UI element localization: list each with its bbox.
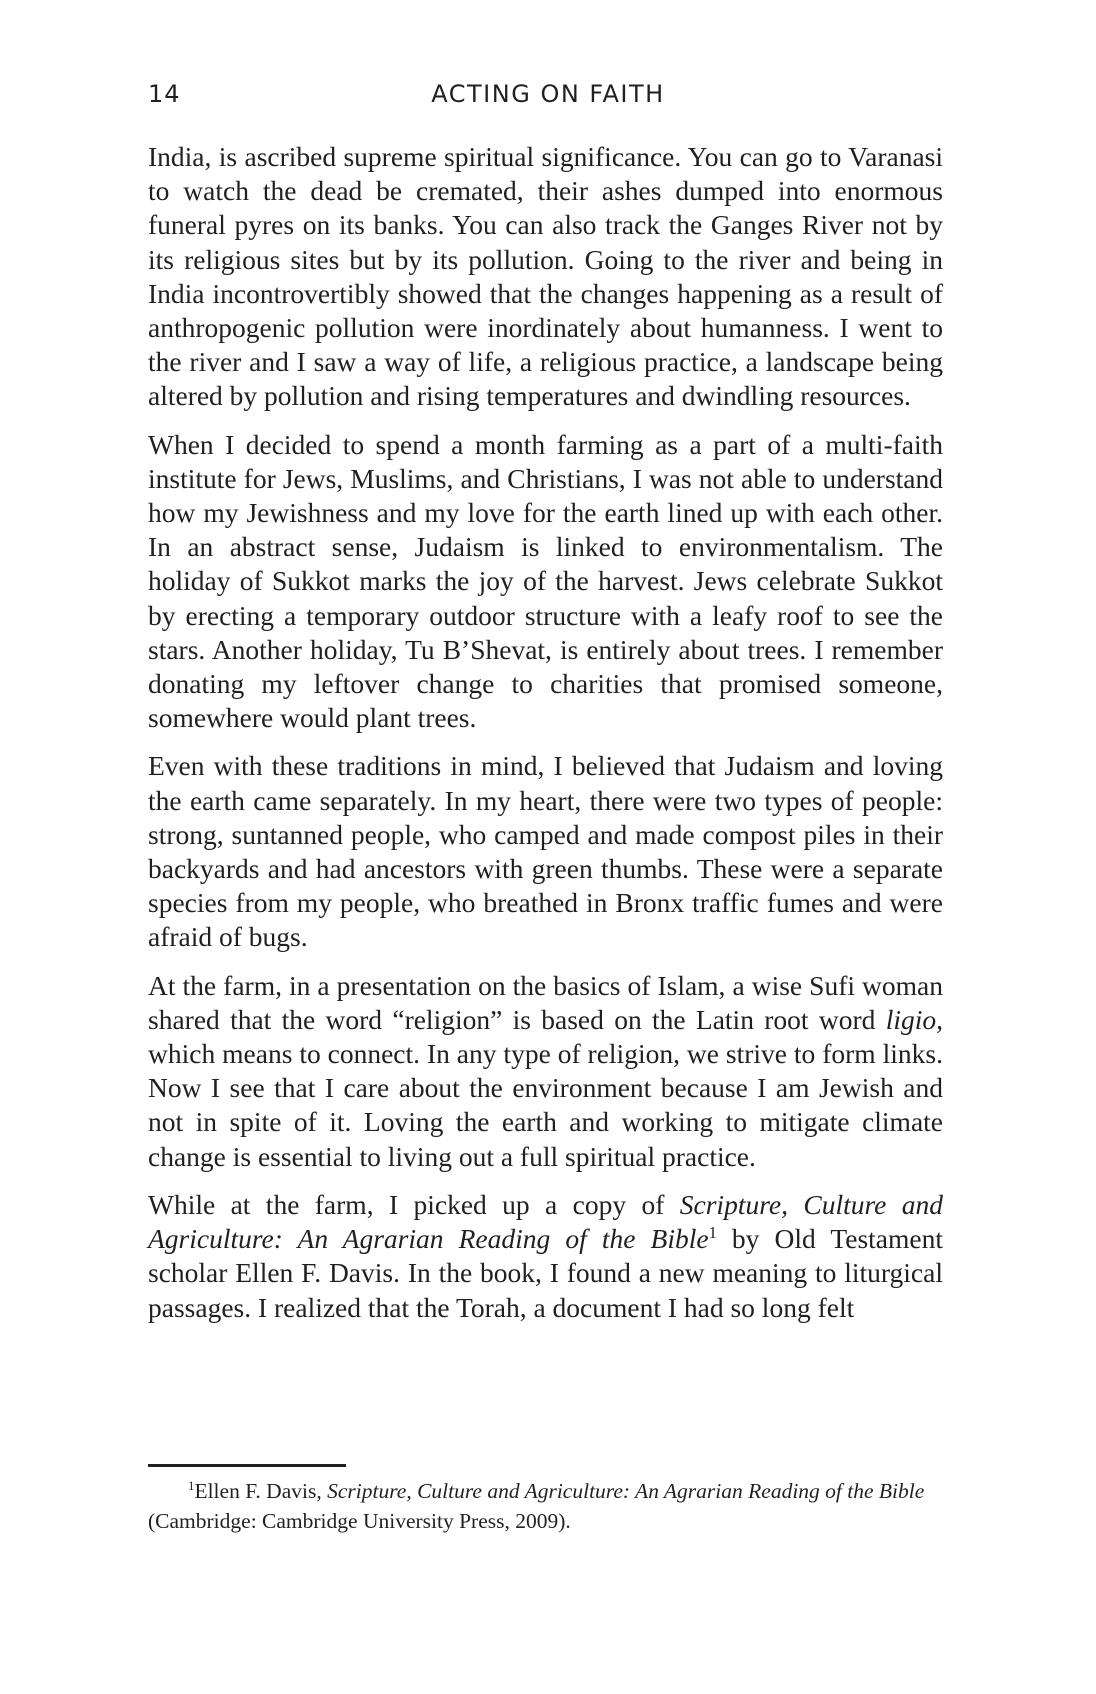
- paragraph-4-text-a: At the farm, in a presentation on the basics of Islam, a wise Sufi woman shared that the word “religion” is based on the Latin root word: [148, 969, 943, 1035]
- paragraph-5-text-b: by Old Testament scholar Ellen F. Davis. In the book, I found a new meaning to liturgical passages. I realized that the Torah, a document I had so long felt: [148, 1223, 943, 1323]
- paragraph-5: [148, 1188, 943, 1325]
- body-text: [148, 140, 943, 1339]
- paragraph-4-text-b: which means to connect. In any type of religion, we strive to form links. Now I see that I care about the environment because I am Jewish and not in spite of it. Loving the earth and working to mitigate climate change is essential to living out a full spiritual practice.: [148, 1038, 943, 1172]
- footnote-reference[interactable]: 1: [708, 1222, 717, 1242]
- paragraph-4: [148, 969, 943, 1174]
- paragraph-1: India, is ascribed supreme spiritual significance. You can go to Varanasi to watch the dead be cremated, their ashes dumped into enormous funeral pyres on its banks. You can also track the Ganges River not by its religious sites but by its pollution. Going to the river and being in India incontrovertibly showed that the changes happening as a result of anthropogenic pollution were inordinately about humanness. I went to the river and I saw a way of life, a religious practice, a landscape being altered by pollution and rising temperatures and dwindling resources.: [148, 141, 943, 412]
- footnote-divider: [148, 1464, 346, 1467]
- paragraph-3: Even with these traditions in mind, I believed that Judaism and loving the earth came separately. In my heart, there were two types of people: strong, suntanned people, who camped and made compost piles in their backyards and had ancestors with green thumbs. These were a separate species from my people, who breathed in Bronx traffic fumes and were afraid of bugs.: [148, 750, 943, 953]
- footnote: [148, 1476, 948, 1536]
- footnote-publication: (Cambridge: Cambridge University Press, 2009).: [148, 1509, 571, 1533]
- page-header: [0, 80, 1096, 120]
- paragraph-5-text-a: While at the farm, I picked up a copy of: [148, 1188, 680, 1220]
- footnote-author: Ellen F. Davis,: [194, 1479, 328, 1503]
- page-number: 14: [148, 80, 181, 108]
- footnote-marker: 1: [188, 1478, 195, 1493]
- book-title: Scripture, Culture and Agriculture: An Agrarian Reading of the Bible: [148, 1188, 943, 1255]
- paragraph-2: When I decided to spend a month farming as a part of a multi-faith institute for Jews, Muslims, and Christians, I was not able to understand how my Jewishness and my love for the earth lined up with each other. In an abstract sense, Judaism is linked to environmentalism. The holiday of Sukkot marks the joy of the harvest. Jews celebrate Sukkot by erecting a temporary outdoor structure with a leafy roof to see the stars. Another holiday, Tu B’Shevat, is entirely about trees. I remember donating my leftover change to charities that promised someone, somewhere would plant trees.: [148, 428, 943, 734]
- footnote-title: Scripture, Culture and Agriculture: An Agrarian Reading of the Bible: [327, 1479, 925, 1503]
- latin-root-word: ligio,: [885, 1003, 943, 1035]
- running-head: ACTING ON FAITH: [431, 80, 665, 108]
